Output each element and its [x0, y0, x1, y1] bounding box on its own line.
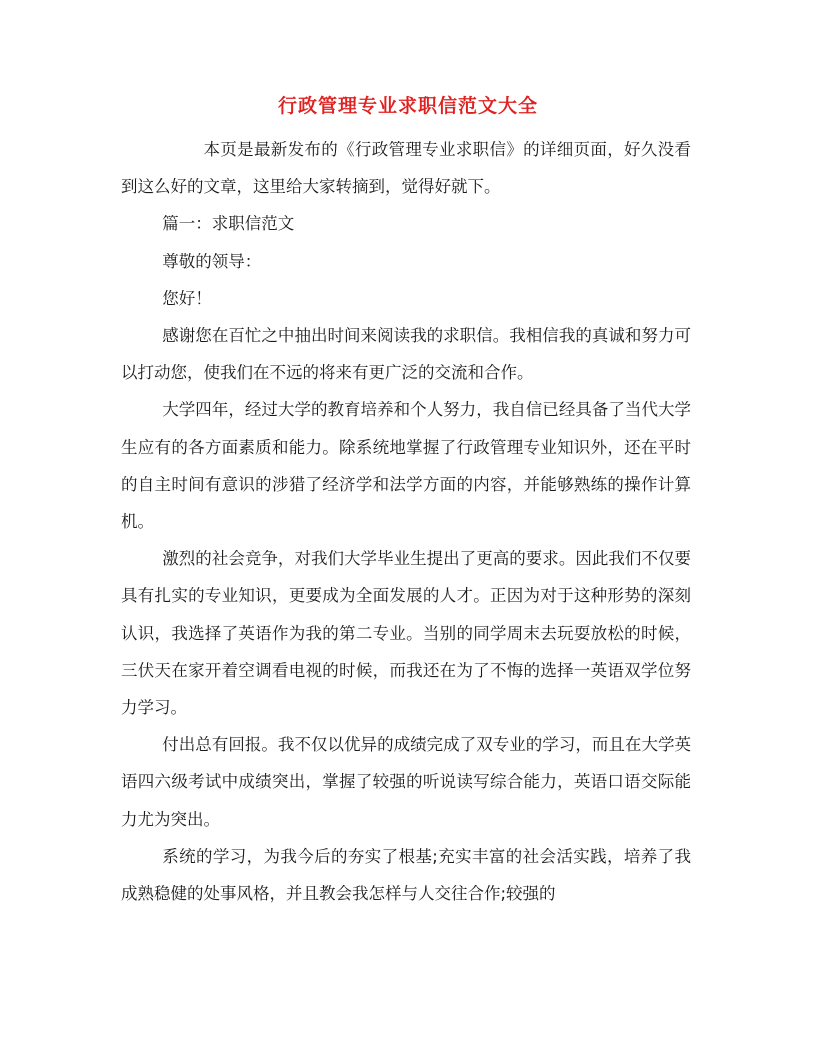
body-paragraph: 感谢您在百忙之中抽出时间来阅读我的求职信。我相信我的真诚和努力可以打动您，使我们在不远的将来有更广泛的交流和合作。 [121, 326, 691, 383]
body-paragraph: 系统的学习，为我今后的夯实了根基;充实丰富的社会活实践，培养了我成熟稳健的处事风格，并且教会我怎样与人交往合作;较强的 [121, 846, 691, 904]
section-heading: 篇一：求职信范文 [162, 214, 295, 234]
body-paragraph: 大学四年，经过大学的教育培养和个人努力，我自信已经具备了当代大学生应有的各方面素质和能力。除系统地掌握了行政管理专业知识外，还在平时的自主时间有意识的涉猎了经济学和法学方面的内容，并能够熟练的操作计算机。 [121, 400, 691, 532]
body-paragraph: 付出总有回报。我不仅以优异的成绩完成了双专业的学习，而且在大学英语四六级考试中成绩突出，掌握了较强的听说读写综合能力，英语口语交际能力尤为突出。 [121, 735, 691, 829]
document-title: 行政管理专业求职信范文大全 [277, 95, 538, 117]
document-body [121, 131, 691, 912]
salutation: 尊敬的领导： [162, 251, 262, 271]
intro-paragraph: 本页是最新发布的《行政管理专业求职信》的详细页面，好久没看到这么好的文章，这里给大家转摘到，觉得好就下。 [121, 140, 691, 197]
greeting: 您好！ [162, 288, 212, 308]
body-paragraph: 激烈的社会竞争，对我们大学毕业生提出了更高的要求。因此我们不仅要具有扎实的专业知识，更要成为全面发展的人才。正因为对于这种形势的深刻认识，我选择了英语作为我的第二专业。当别的同学周末去玩耍放松的时候，三伏天在家开着空调看电视的时候，而我还在为了不悔的选择一英语双学位努力学习。 [121, 549, 691, 718]
